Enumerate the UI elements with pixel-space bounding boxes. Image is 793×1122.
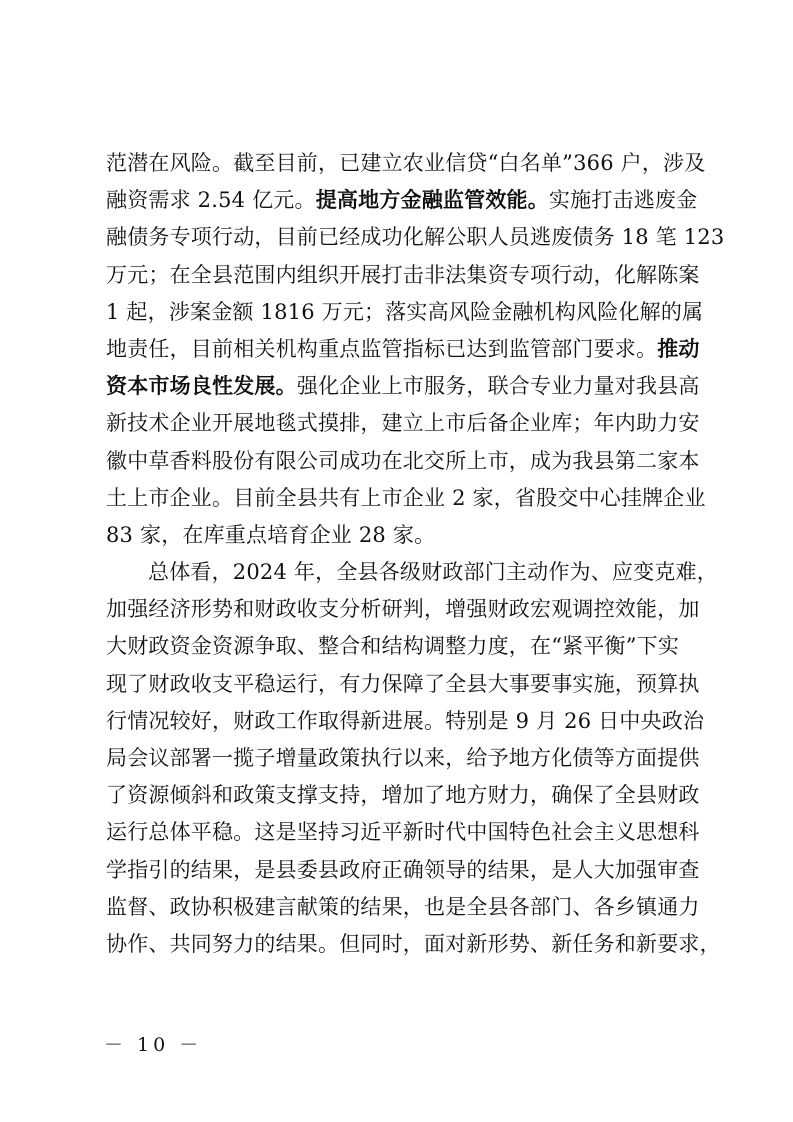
text-line: [106, 480, 706, 517]
text-line: [106, 257, 700, 294]
text-segment: 学指引的结果，是县委县政府正确领导的结果，是人大加强审查: [106, 857, 700, 882]
text-segment: 83 家，在库重点培育企业 28 家。: [106, 522, 436, 547]
text-segment: 实施打击逃废金: [548, 188, 698, 213]
text-line: [106, 219, 725, 256]
text-segment: 大财政资金资源争取、整合和结构调整力度，在“紧平衡”下实: [106, 634, 680, 659]
text-segment: 加强经济形势和财政收支分析研判，增强财政宏观调控效能，加: [106, 597, 700, 622]
text-line: [106, 703, 705, 740]
text-line: [106, 852, 700, 889]
text-segment: 万元；在全县范围内组织开展打击非法集资专项行动，化解陈案: [106, 262, 700, 287]
text-line: [106, 145, 706, 182]
text-line: [106, 628, 694, 665]
text-line: [106, 666, 700, 703]
text-segment: 监督、政协积极建言献策的结果，也是全县各部门、各乡镇通力: [106, 894, 700, 919]
text-segment: 新技术企业开展地毯式摸排，建立上市后备企业库；年内助力安: [106, 411, 700, 436]
text-segment: 范潜在风险。截至目前，已建立农业信贷“白名单”366 户，涉及: [106, 151, 706, 175]
text-line: [106, 591, 700, 628]
text-line: [106, 294, 704, 331]
text-segment: 总体看，2024 年，全县各级财政部门主动作为、应变克难，: [148, 560, 718, 585]
page-number: － 10 －: [104, 1034, 203, 1056]
paragraph-1: [106, 145, 725, 554]
text-line: [106, 814, 700, 851]
bold-heading-text: 推动: [657, 336, 700, 361]
text-line: [106, 405, 700, 442]
text-segment: 局会议部署一揽子增量政策执行以来，给予地方化债等方面提供: [106, 746, 700, 770]
text-segment: 了资源倾斜和政策支撑支持，增加了地方财力，确保了全县财政: [106, 783, 700, 808]
text-segment: 运行总体平稳。这是坚持习近平新时代中国特色社会主义思想科: [106, 820, 700, 845]
text-line: [106, 777, 700, 814]
bold-heading-text: 资本市场良性发展。: [106, 374, 297, 399]
text-segment: 行情况较好，财政工作取得新进展。特别是 9 月 26 日中央政治: [106, 708, 705, 733]
text-segment: 地责任，目前相关机构重点监管指标已达到监管部门要求。: [106, 336, 658, 361]
text-line: [106, 740, 700, 777]
text-line: [106, 331, 700, 368]
text-segment: 融债务专项行动，目前已经成功化解公职人员逃废债务 18 笔 123: [106, 225, 725, 250]
text-line: [106, 926, 721, 963]
bold-heading-text: 提高地方金融监管效能。: [315, 188, 549, 213]
text-segment: 1 起，涉案金额 1816 万元；落实高风险金融机构风险化解的属: [106, 299, 704, 324]
text-line: [106, 368, 700, 405]
text-line: [106, 554, 718, 591]
paragraph-2: [106, 554, 721, 963]
text-segment: 强化企业上市服务，联合专业力量对我县高: [296, 374, 700, 399]
body-text: [106, 145, 725, 963]
text-segment: 徽中草香料股份有限公司成功在北交所上市，成为我县第二家本: [106, 448, 700, 473]
text-line: [106, 517, 694, 554]
text-segment: 融资需求 2.54 亿元。: [106, 188, 316, 213]
text-line: [106, 443, 700, 480]
text-segment: 土上市企业。目前全县共有上市企业 2 家，省股交中心挂牌企业: [106, 485, 706, 510]
text-segment: 现了财政收支平稳运行，有力保障了全县大事要事实施，预算执: [106, 671, 700, 696]
text-segment: 协作、共同努力的结果。但同时，面对新形势、新任务和新要求，: [106, 931, 721, 956]
text-line: [106, 182, 698, 219]
text-line: [106, 889, 700, 926]
